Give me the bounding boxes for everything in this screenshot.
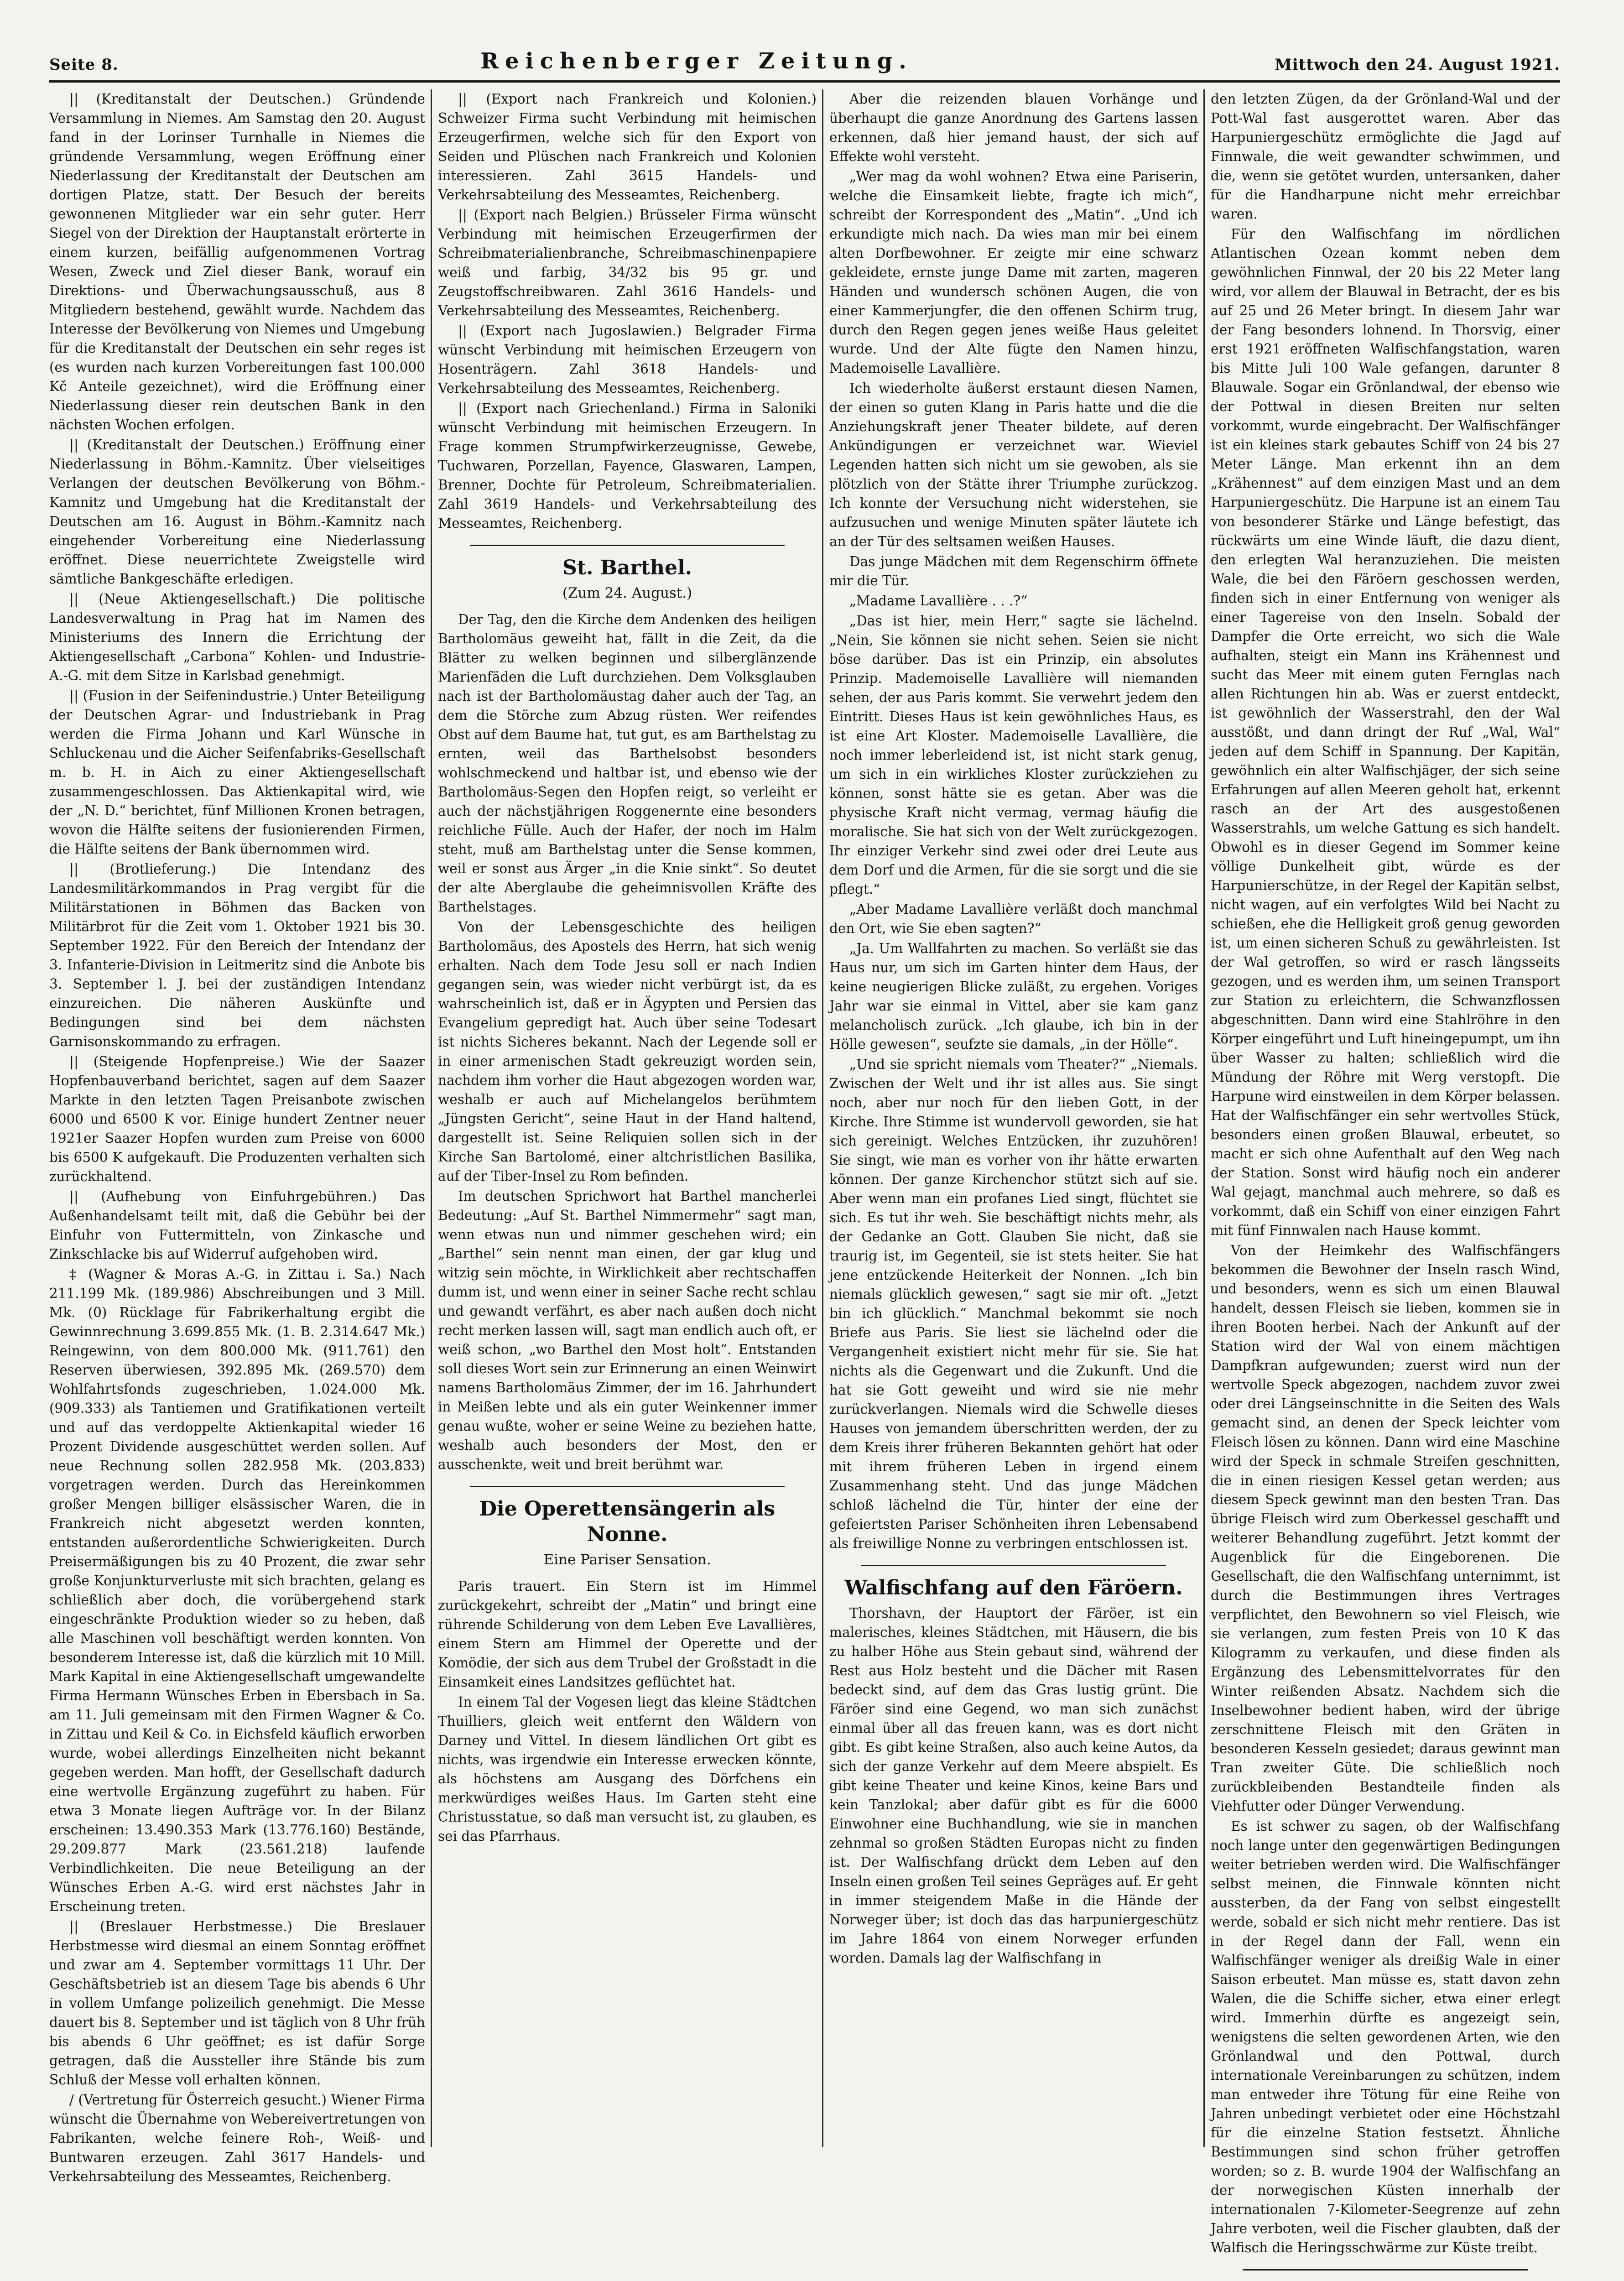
paragraph: „Madame Lavallière . . .?“ bbox=[849, 593, 1028, 609]
article-hopfenpreise: || (Steigende Hopfenpreise.) Wie der Saazer Hopfenbauverband berichtet, sagen auf dem Saazer Markte in den letzten Tagen Preisanbote zwischen 6000 und 6500 K vor. Einige hundert Zentner neuer 1921er Saazer Hopfen wurden zum Preise von 6000 bis 6500 K aufgekauft. Die Produzenten verhalten sich zurückhaltend. bbox=[49, 1054, 425, 1184]
headline-operettensaengerin: Die Operettensängerin als Nonne. bbox=[479, 1497, 776, 1546]
column-1 bbox=[49, 89, 425, 2184]
paragraph: Paris trauert. Ein Stern ist im Himmel zurückgekehrt, schreibt der „Matin“ und bringt eine rührende Schilderung von dem Leben Eve Lavallières, einem Stern am Himmel der Operette und der Komödie, der sich aus dem Trubel der Großstadt in die Einsamkeit eines Landsitzes geflüchtet hat. bbox=[438, 1578, 817, 1690]
paragraph: den letzten Zügen, da der Grönland-Wal und der Pott-Wal fast ausgerottet waren. Aber das Harpuniergeschütz ermöglichte die Jagd auf Finnwale, die weit gewandter schwimmen, und die, wenn sie getötet wurden, untersanken, daher für die Handharpune nicht mehr erreichbar waren. bbox=[1211, 91, 1560, 222]
paragraph: Der Tag, den die Kirche dem Andenken des heiligen Bartholomäus geweiht hat, fällt in die Zeit, da die Blätter zu welken beginnen und silberglänzende Marienfäden die Luft durchziehen. Dem Volksglauben nach ist der Bartholomäustag daher auch der Tag, an dem die Störche zum Abzug rüsten. Wer reifendes Obst auf dem Baume hat, tut gut, es am Barthelstag zu ernten, weil das Barthelsobst besonders wohlschmeckend und haltbar ist, und ebenso wie der Bartholomäus-Segen den Hopfen reigt, so verleiht er auch der nächstjährigen Roggenernte eine besonders reichliche Fülle. Auch der Hafer, der noch im Halm steht, muß am Barthelstag unter die Sense kommen, weil er sonst aus Ärger „in die Knie sinkt“. So deutet der alte Aberglaube die geheimnisvollen Kräfte des Barthelstages. bbox=[438, 612, 817, 915]
paragraph: In einem Tal der Vogesen liegt das kleine Städtchen Thuilliers, gleich weit entfernt den Wäldern von Darney und Vittel. In diesem ländlichen Ort gibt es nichts, was irgendwie ein Interesse erwecken könnte, als höchstens am Ausgang des Dörfchens ein merkwürdiges weißes Haus. Im Garten steht eine Christusstatue, so daß man versucht ist, zu glauben, es sei das Pfarrhaus. bbox=[438, 1694, 817, 1844]
paragraph: Aber die reizenden blauen Vorhänge und überhaupt die ganze Anordnung des Gartens lassen erkennen, daß hier jemand haust, der sich auf Effekte wohl versteht. bbox=[829, 91, 1198, 164]
paper-name: Reichenberger Zeitung. bbox=[480, 48, 913, 74]
subheadline-st-barthel: (Zum 24. August.) bbox=[562, 585, 692, 601]
section-rule bbox=[470, 1486, 785, 1487]
article-neue-aktiengesellschaft: || (Neue Aktiengesellschaft.) Die politische Landesverwaltung in Prag hat im Namen des Ministeriums des Innern die Errichtung der Aktiengesellschaft „Carbona“ Kohlen- und Industrie-A.-G. mit dem Sitze in Karlsbad genehmigt. bbox=[49, 591, 425, 683]
paragraph: Das junge Mädchen mit dem Regenschirm öffnete mir die Tür. bbox=[829, 554, 1198, 588]
headline-st-barthel: St. Barthel. bbox=[562, 556, 692, 579]
paragraph: Von der Heimkehr des Walfischfängers bekommen die Bewohner der Inseln rasch Wind, und besonders, wenn es sich um einen Blauwal handelt, dessen Fleisch sie lieben, kommen sie in ihren Booten herbei. Nach der Ankunft auf der Station wird der Wal von einem mächtigen Dampfkran aufgewunden; zuerst wird nun der wertvolle Speck abgezogen, nachdem zuvor zwei oder drei Längseinschnitte in die Seiten des Wals gemacht sind, an denen der Speck leichter vom Fleisch lösen zu können. Dann wird eine Maschine wird der Speck in schmale Streifen geschnitten, die in einen riesigen Kessel getan werden; aus diesem Speck gewinnt man den besten Tran. Das übrige Fleisch wird zum Oberkessel geschafft und weiterer Behandlung zugeführt. Jetzt kommt der Augenblick für die Eingeborenen. Die Gesellschaft, die den Walfischfang unternimmt, ist durch die Bestimmungen ihres Vertrages verpflichtet, den Bewohnern so viel Fleisch, wie sie verlangen, zum festen Preis von 10 K das Kilogramm zu verkaufen, und diese finden als Ergänzung des Lebensmittelvorrates für den Winter reißenden Absatz. Nachdem sich die Inselbewohner bedient haben, wird der übrige zerschnittene Fleisch mit den Gräten in besonderen Kesseln gesiedet; daraus gewinnt man Tran zweiter Güte. Die schließlich noch zurückbleibenden Bestandteile finden als Viehfutter oder Dünger Verwendung. bbox=[1211, 1243, 1560, 1814]
paragraph: Ich wiederholte äußerst erstaunt diesen Namen, der einen so guten Klang in Paris hatte und die die Anziehungskraft jener Theater bildete, auf deren Ankündigungen er verzeichnet war. Wieviel Legenden hatten sich nicht um sie gewoben, als sie plötzlich von der Stätte ihrer Triumphe zurückzog. Ich konnte der Versuchung nicht widerstehen, sie aufzusuchen und wenige Minuten später läutete ich an der Tür des seltsamen weißen Hauses. bbox=[829, 380, 1198, 549]
paragraph: „Wer mag da wohl wohnen? Etwa eine Pariserin, welche die Einsamkeit liebte, fragte ich mich“, schreibt der Korrespondent des „Matin“. „Und ich erkundigte mich nach. Da wies man mir bei einem alten Dorfbewohner. Er zeigte mir eine schwarz gekleidete, ernste junge Dame mit zarten, mageren Händen und wundersch schönen Augen, die von einer Kammerjungfer, die den offenen Schirm trug, durch den Regen gegen jenes weiße Haus geleitet wurde. Und der Alte fügte den Namen hinzu, Mademoiselle Lavallière. bbox=[829, 169, 1198, 376]
article-einfuhrgebuehren: || (Aufhebung von Einfuhrgebühren.) Das Außenhandelsamt teilt mit, daß die Gebühr bei der Einfuhr von Futtermitteln, von Zinkasche und Zinkschlacke bis auf Widerruf aufgehoben wird. bbox=[49, 1189, 425, 1262]
column-2 bbox=[438, 89, 817, 2133]
headline-walfischfang: Walfischfang auf den Färöern. bbox=[844, 1576, 1183, 1599]
column-4 bbox=[1211, 89, 1560, 2255]
article-brotlieferung: || (Brotlieferung.) Die Intendanz des Landesmilitärkommandos in Prag vergibt für die Militärstationen in Böhmen das Backen von Militärbrot für die Zeit vom 1. Oktober 1921 bis 30. September 1922. Für den Bereich der Intendanz der 3. Infanterie-Division in Leitmeritz sind die Anbote bis 3. September l. J. bei der zuständigen Intendanz einzureichen. Die näheren Auskünfte und Bedingungen sind bei dem nächsten Garnisonskommando zu erfragen. bbox=[49, 861, 425, 1049]
paragraph: Es ist schwer zu sagen, ob der Walfischfang noch lange unter den gegenwärtigen Bedingungen weiter betrieben werden wird. Die Walfischfänger selbst meinen, die Finnwale könnten nicht aussterben, da der Fang von selbst eingestellt werde, sobald er sich nicht mehr rentiere. Das ist in der Regel dann der Fall, wenn ein Walfischfänger weniger als dreißig Wale in einer Saison erbeutet. Man müsse es, statt davon zehn Walen, die die Schiffe sicher, etwa einer erlegt wird. Immerhin dürfte es angezeigt sein, wenigstens die selten gewordenen Arten, wie den Grönlandwal und den Pottwal, durch internationale Vereinbarungen zu schützen, indem man entweder ihre Tötung für eine Reihe von Jahren unbedingt verbietet oder eine Höchstzahl für die einzelne Station festsetzt. Ähnliche Bestimmungen sind schon früher getroffen worden; so z. B. wurde 1904 der Walfischfang an der norwegischen Küsten innerhalb der internationalen 7-Kilometer-Seegrenze auf zehn Jahre verboten, weil die Fischer glaubten, daß der Walfisch die Heringsschwärme zur Küste treibt. bbox=[1211, 1818, 1560, 2255]
column-rule bbox=[822, 89, 823, 2147]
article-kreditanstalt-niemes: || (Kreditanstalt der Deutschen.) Gründende Versammlung in Niemes. Am Samstag den 20. August fand in der Lorinser Turnhalle in Niemes die gründende Versammlung, wegen Eröffnung einer Niederlassung der Kreditanstalt der Deutschen am dortigen Platze, statt. Der Besuch der bereits gewonnenen Mitglieder war ein sehr guter. Herr Siegel von der Direktion der Hauptanstalt erörterte in einem kurzen, beifällig aufgenommenen Vortrag Wesen, Zweck und Ziel dieser Bank, worauf ein Direktions- und Überwachungsausschuß, aus 8 Mitgliedern bestehend, gewählt wurde. Nachdem das Interesse der Bevölkerung von Niemes und Umgebung für die Kreditanstalt der Deutschen ein sehr reges ist (es wurden nach kurzen Vorbereitungen fast 100.000 Kč Anteile gezeichnet), wird die Eröffnung einer Niederlassung dieser rein deutschen Bank in den nächsten Wochen erfolgen. bbox=[49, 91, 425, 432]
section-rule bbox=[861, 1565, 1166, 1566]
paragraph: Für den Walfischfang im nördlichen Atlantischen Ozean kommt neben dem gewöhnlichen Finnwal, der 20 bis 22 Meter lang wird, vor allem der Blauwal in Betracht, der es bis auf 25 und 26 Meter bringt. In diesem Jahr war der Fang besonders lohnend. In Thorsvig, einer erst 1921 eröffneten Walfischfangstation, waren bis Mitte Juli 100 Wale gefangen, darunter 8 Blauwale. Sogar ein Grönlandwal, der ebenso wie der Pottwal in diesen Breiten nur selten vorkommt, wurde eingebracht. Der Walfischfänger ist ein kleines stark gebautes Schiff von 24 bis 27 Meter Länge. Man erkennt ihn an dem „Krähennest“ auf dem einzigen Mast und an dem Harpuniergeschütz. Die Harpune ist an einem Tau von besonderer Stärke und Länge befestigt, das rückwärts um eine Winde läuft, die dazu dient, den erlegten Wal heranzuziehen. Die meisten Wale, die bei den Färöern geschossen werden, finden sich in einer Entfernung von weniger als einer Tagereise von den Inseln. Sobald der Dampfer die Orte erreicht, wo sich die Wale aufhalten, steigt ein Mann ins Krähennest und sucht das Meer mit einem guten Fernglas nach allen Richtungen hin ab. Was er zuerst entdeckt, ist gewöhnlich der Wasserstrahl, den der Wal ausstößt, und dann dringt der Ruf „Wal, Wal“ jeden auf dem Schiff in Spannung. Der Kapitän, gewöhnlich ein alter Walfischjäger, der sich seine Erfahrungen auf allen Meeren geholt hat, erkennt rasch an der Art des ausgestoßenen Wasserstrahls, um welche Gattung es sich handelt. Obwohl es in dieser Gegend im Sommer keine völlige Dunkelheit gibt, würde es der Harpunierschütze, in der Regel der Kapitän selbst, nicht wagen, auf ein verfolgtes Wild bei Nacht zu schießen, ehe die Helligkeit groß genug geworden ist, um einen sicheren Schuß zu gewährleisten. Ist der Wal getroffen, so wird er rasch längsseits gezogen, und es werden ihm, um seinen Transport zur Station zu erleichtern, die Schwanzflossen abgeschnitten. Dann wird eine Stahlröhre in den Körper eingeführt und Luft hineingepumpt, um ihn über Wasser zu halten; schließlich wird die Mündung der Röhre mit Werg verstopft. Die Harpune wird einstweilen in dem Körper belassen. Hat der Walfischfänger ein sehr wertvolles Stück, besonders einen großen Blauwal, erbeutet, so macht er sich ohne Aufenthalt auf den Weg nach der Station. Sonst wird häufig noch ein anderer Wal gejagt, manchmal auch mehrere, so daß es vorkommt, daß ein Schiff von einer einzigen Fahrt mit fünf Finnwalen nach Hause kommt. bbox=[1211, 226, 1560, 1238]
paragraph: „Und sie spricht niemals vom Theater?“ „Niemals. Zwischen der Welt und ihr ist alles aus. Sie singt noch, aber nur noch für den lieben Gott, in der Kirche. Ihre Stimme ist wundervoll geworden, sie hat sich gereinigt. Welches Entzücken, ihr zuzuhören! Sie singt, wie man es vorher von ihr hätte erwarten können. Der ganze Kirchenchor stützt sich auf sie. Aber wenn man ein profanes Lied singt, flüchtet sie sich. Es tut ihr weh. Sie beschäftigt nichts mehr, als der Gedanke an Gott. Glauben Sie nicht, daß sie traurig ist, im Gegenteil, sie ist stets heiter. Sie hat jene entzückende Heiterkeit der Nonnen. „Ich bin niemals glücklich gewesen,“ sagt sie mir oft. „Jetzt bin ich glücklich.“ Manchmal bekommt sie noch Briefe aus Paris. Sie liest sie lächelnd oder die Vergangenheit existiert nicht mehr für sie. Sie hat nichts als die Gegenwart und die Zukunft. Und die hat sie Gott geweiht und wird sie nie mehr zurückverlangen. Niemals wird die Schwelle dieses Hauses von jemandem überschritten werden, der zu dem Kreis ihrer früheren Bekannten gehört hat oder mit ihrem früheren Leben in irgend einem Zusammenhang steht. Und das junge Mädchen schloß lächelnd die Tür, hinter der eine der gefeiertsten Pariser Schönheiten ihren Lebensabend als freiwillige Nonne zu verbringen entschlossen ist. bbox=[829, 1057, 1198, 1551]
section-rule bbox=[1243, 2269, 1528, 2271]
column-rule bbox=[431, 89, 432, 2147]
paragraph: „Das ist hier, mein Herr,“ sagte sie lächelnd. „Nein, Sie können sie nicht sehen. Seien sie nicht böse darüber. Das ist ein Prinzip, ein absolutes Prinzip. Mademoiselle Lavallière will niemanden sehen, der aus Paris kommt. Sie verwehrt jedem den Eintritt. Dieses Haus ist kein gewöhnliches Haus, es ist eine Art Kloster. Mademoiselle Lavallière, die noch immer leberleidend ist, ist nicht stark genug, um sich in ein wirkliches Kloster zurückziehen zu können, sonst hätte sie es getan. Aber was die physische Kraft nicht vermag, vermag häufig die moralische. Sie hat sich von der Welt zurückgezogen. Ihr einziger Verkehr sind zwei oder drei Leute aus dem Dorf und die Armen, für die sie sorgt und die sie pflegt.“ bbox=[829, 613, 1198, 897]
subheadline-operettensaengerin: Eine Pariser Sensation. bbox=[543, 1552, 711, 1568]
article-breslauer-herbstmesse: || (Breslauer Herbstmesse.) Die Breslauer Herbstmesse wird diesmal an einem Sonntag eröffnet und zwar am 4. September vormittags 11 Uhr. Der Geschäftsbetrieb ist an diesem Tage bis abends 6 Uhr in vollem Umfange polizeilich genehmigt. Die Messe dauert bis 8. September und ist täglich von 8 Uhr früh bis abends 6 Uhr geöffnet; es ist dafür Sorge getragen, daß die Aussteller ihre Stände bis zum Schluß der Messe voll erhalten können. bbox=[49, 1919, 425, 2088]
paragraph: „Ja. Um Wallfahrten zu machen. So verläßt sie das Haus nur, um sich im Garten hinter dem Haus, der keine neugierigen Blicke zuläßt, zu ergehen. Voriges Jahr war sie einmal in Vittel, aber sie kam ganz melancholisch zurück. „Ich glaube, ich bin in der Hölle gewesen“, seufzte sie damals, „in der Hölle“. bbox=[829, 941, 1198, 1052]
section-rule bbox=[470, 545, 785, 546]
article-export-frankreich: || (Export nach Frankreich und Kolonien.) Schweizer Firma sucht Verbindung mit heimischen Erzeugerfirmen, welche sich für den Export von Seiden und Plüschen nach Frankreich und Kolonien interessieren. Zahl 3615 Handels- und Verkehrsabteilung des Messeamtes, Reichenberg. bbox=[438, 91, 817, 203]
article-wagner-moras: ‡ (Wagner & Moras A.-G. in Zittau i. Sa.) Nach 211.199 Mk. (189.986) Abschreibungen und 3 Mill. Mk. (0) Rücklage für Fabrikerhaltung ergibt die Gewinnrechnung 3.699.855 Mk. (1. B. 2.314.647 Mk.) Reingewinn, von dem 800.000 Mk. (911.761) den Reserven überwiesen, 392.895 Mk. (269.570) dem Wohlfahrtsfonds zugeschrieben, 1.024.000 Mk. (909.333) als Tantiemen und Gratifikationen verteilt und auf das verdoppelte Aktienkapital wieder 16 Prozent Dividende ausgeschüttet werden sollen. Auf neue Rechnung sollen 282.958 Mk. (203.833) vorgetragen werden. Durch das Hereinkommen großer Mengen billiger elsässischer Waren, die in Frankreich nicht abgesetzt werden konnten, entstanden außerordentliche Schwierigkeiten. Durch Preisermäßigungen bis zu 40 Prozent, die zwar sehr große Konjunkturverluste mit sich brachten, gelang es schließlich aber doch, die vorübergehend stark eingeschränkte Produktion wieder so zu heben, daß alle Maschinen voll beschäftigt werden konnten. Von besonderem Interesse ist, daß die kürzlich mit 10 Mill. Mark Kapital in eine Aktiengesellschaft umgewandelte Firma Hermann Wünsches Erben in Ebersbach in Sa. am 11. Juli gemeinsam mit den Firmen Wagner & Co. in Zittau und Keil & Co. in Eichsfeld käuflich erworben wurde, wobei allerdings Einzelheiten nicht bekannt gegeben werden. Man hofft, der Gesellschaft dadurch eine wertvolle Ergänzung zugeführt zu haben. Für etwa 3 Monate liegen Aufträge vor. In der Bilanz erscheinen: 13.490.353 Mark (13.776.160) Bestände, 29.209.877 Mark (23.561.218) laufende Verbindlichkeiten. Die neue Beteiligung an der Wünsches Erben A.-G. wird erst nächstes Jahr in Erscheinung treten. bbox=[49, 1266, 425, 1914]
article-export-belgien: || (Export nach Belgien.) Brüsseler Firma wünscht Verbindung mit heimischen Erzeugerfirmen der Schreibmaterialienbranche, Schreibmaschinenpapiere weiß und farbig, 34/32 bis 95 gr. und Zeugstoffschreibwaren. Zahl 3616 Handels- und Verkehrsabteilung des Messeamtes, Reichenberg. bbox=[438, 207, 817, 318]
page-label: Seite 8. bbox=[49, 56, 119, 74]
column-3 bbox=[829, 89, 1198, 2133]
paragraph: Thorshavn, der Hauptort der Färöer, ist ein malerisches, kleines Städtchen, mit Häusern, die bis zu halber Höhe aus Stein gebaut sind, während der Rest aus Holz besteht und die Dächer mit Rasen bedeckt sind, auf dem das Gras lustig grünt. Die Färöer sind eine Gegend, wo man sich zunächst einmal über all das freuen kann, was es dort nicht gibt. Es gibt keine Straßen, also auch keine Autos, da sich der ganze Verkehr auf dem Meere abspielt. Es gibt keine Theater und keine Kinos, keine Bars und kein Tanzlokal; aber dafür gibt es für die 6000 Einwohner eine Buchhandlung, wie sie in manchen zehnmal so großen Städten Europas nicht zu finden ist. Der Walfischfang drückt dem Leben auf den Inseln einen großen Teil seines Gepräges auf. Er geht in immer steigendem Maße in die Hände der Norweger über; ist doch das das harpuniergeschütz im Jahre 1864 von einem Norweger erfunden worden. Damals lag der Walfischfang in bbox=[829, 1605, 1198, 1966]
article-vertretung-oesterreich: / (Vertretung für Österreich gesucht.) Wiener Firma wünscht die Übernahme von Webereivertretungen von Fabrikanten, welche feinere Roh-, Weiß- und Buntwaren erzeugen. Zahl 3617 Handels- und Verkehrsabteilung des Messeamtes, Reichenberg. bbox=[49, 2092, 425, 2184]
column-rule bbox=[1203, 89, 1205, 2147]
article-export-jugoslawien: || (Export nach Jugoslawien.) Belgrader Firma wünscht Verbindung mit heimischen Erzeugern von Hosenträgern. Zahl 3618 Handels- und Verkehrsabteilung des Messeamtes, Reichenberg. bbox=[438, 323, 817, 396]
paragraph: Im deutschen Sprichwort hat Barthel mancherlei Bedeutung: „Auf St. Barthel Nimmermehr“ sagt man, wenn etwas nun und nimmer geschehen wird; ein „Barthel“ sein nennt man einen, der gar klug und witzig sein möchte, in Wirklichkeit aber rechtschaffen dumm ist, und wenn einer in seiner Sache recht schlau und gewandt verfährt, es aber nach außen doch nicht recht merken lassen will, sagt man endlich auch oft, er weiß schon, „wo Barthel den Most holt“. Entstanden soll dieses Wort sein zur Erinnerung an einen Weinwirt namens Bartholomäus Zimmer, der im 16. Jahrhundert in Meißen lebte und als ein guter Weinkenner immer genau wußte, woher er seine Weine zu beziehen hatte, weshalb auch besonders der Most, den er ausschenkte, weit und breit berühmt war. bbox=[438, 1188, 817, 1472]
paragraph: „Aber Madame Lavallière verläßt doch manchmal den Ort, wie Sie eben sagten?“ bbox=[829, 901, 1198, 936]
paragraph: Von der Lebensgeschichte des heiligen Bartholomäus, des Apostels des Herrn, hat sich wenig erhalten. Nach dem Tode Jesu soll er nach Indien gegangen sein, was wieder nicht verbürgt ist, da es wahrscheinlich ist, daß er in Ägypten und Persien das Evangelium gepredigt hat. Auch über seine Todesart ist nichts Sicheres bekannt. Nach der Legende soll er in einer armenischen Stadt gekreuzigt worden sein, nachdem ihm vorher die Haut abgezogen worden war, weshalb er auch auf Michelangelos berühmtem „Jüngsten Gericht“, seine Haut in der Hand haltend, dargestellt ist. Seine Reliquien sollen sich in der Kirche San Bartolomé, einer altchristlichen Basilika, auf der Tiber-Insel zu Rom befinden. bbox=[438, 919, 817, 1184]
date-line: Mittwoch den 24. August 1921. bbox=[1275, 56, 1560, 74]
masthead bbox=[49, 44, 1560, 74]
masthead-rule bbox=[49, 80, 1560, 83]
article-export-griechenland: || (Export nach Griechenland.) Firma in Saloniki wünscht Verbindung mit heimischen Erzeugern. In Frage kommen Strumpfwirkerzeugnisse, Gewebe, Tuchwaren, Porzellan, Fayence, Glaswaren, Lampen, Brenner, Dochte für Petroleum, Schreibmaterialien. Zahl 3619 Handels- und Verkehrsabteilung des Messeamtes, Reichenberg. bbox=[438, 401, 817, 531]
article-fusion-seifenindustrie: || (Fusion in der Seifenindustrie.) Unter Beteiligung der Deutschen Agrar- und Industriebank in Prag werden die Firma Johann und Karl Wünsche in Schluckenau und die Aicher Seifenfabriks-Gesellschaft m. b. H. in Aich zu einer Aktiengesellschaft zusammengeschlossen. Das Aktienkapital wird, wie der „N. D.“ berichtet, fünf Millionen Kronen betragen, wovon die Hälfte seitens der fusionierenden Firmen, die Hälfte seitens der Bank übernommen wird. bbox=[49, 688, 425, 857]
article-kreditanstalt-kamnitz: || (Kreditanstalt der Deutschen.) Eröffnung einer Niederlassung in Böhm.-Kamnitz. Über vielseitiges Verlangen der deutschen Bevölkerung von Böhm.-Kamnitz und Umgebung hat die Kreditanstalt der Deutschen am 16. August in Böhm.-Kamnitz nach eingehender Vorbereitung eine Niederlassung eröffnet. Diese neuerrichtete Zweigstelle wird sämtliche Bankgeschäfte erledigen. bbox=[49, 437, 425, 587]
